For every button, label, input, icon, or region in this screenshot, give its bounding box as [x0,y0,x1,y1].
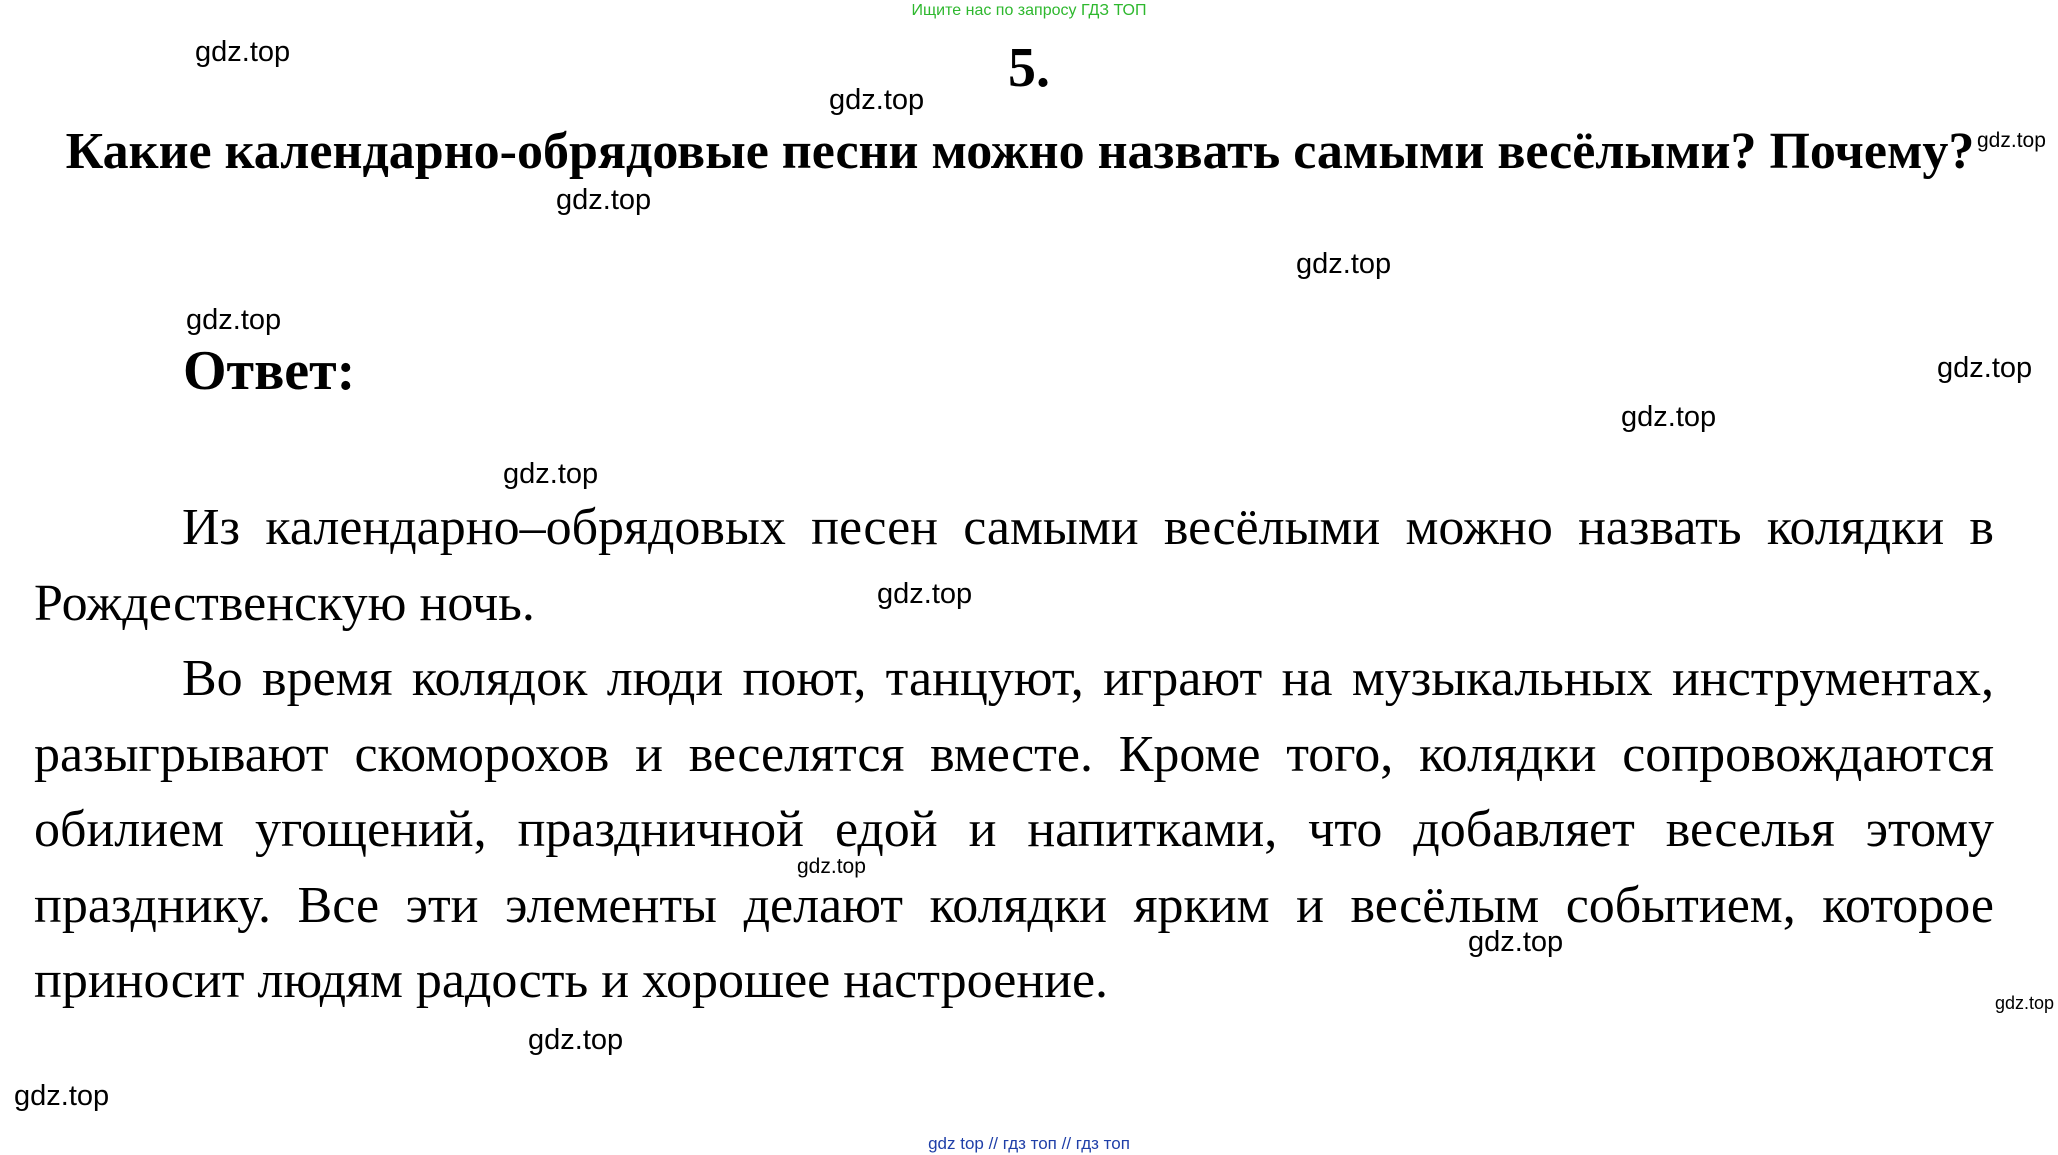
watermark: gdz.top [195,36,291,68]
watermark: gdz.top [186,304,282,336]
watermark: gdz.top [877,578,973,610]
watermark: gdz.top [1995,993,2055,1013]
task-question: Какие календарно-обрядовые песни можно назвать самыми весёлыми? Почему? [65,123,1975,180]
answer-paragraph: Во время колядок люди поют, танцуют, играют на музыкальных инструментах, разыгрывают скоморохов и веселятся вместе. Кроме того, колядки сопровождаются обилием угощений, праздничной едой и напитками, что добавляет веселья этому празднику. Все эти элементы делают колядки ярким и весёлым событием, которое приносит людям радость и хорошее настроение. [34,650,1994,1009]
watermark: gdz.top [503,458,599,490]
watermark: gdz.top [1468,926,1564,958]
watermark: gdz.top [528,1024,624,1056]
watermark: gdz.top [14,1080,110,1112]
answer-label: Ответ: [183,340,356,402]
answer-paragraph: Из календарно–обрядовых песен самыми весёлыми можно назвать колядки в Рождественскую ночь. [34,499,1994,632]
search-hint-banner: Ищите нас по запросу ГДЗ ТОП [911,2,1147,19]
watermark: gdz.top [1296,248,1392,280]
watermark: gdz.top [556,184,652,216]
answer-body [34,490,1994,1019]
watermark: gdz.top [1621,401,1717,433]
footer-links: gdz top // гдз топ // гдз топ [928,1134,1130,1153]
watermark: gdz.top [797,855,866,878]
task-number: 5. [1008,37,1050,99]
watermark: gdz.top [829,84,925,116]
watermark: gdz.top [1937,352,2033,384]
watermark: gdz.top [1977,129,2046,152]
